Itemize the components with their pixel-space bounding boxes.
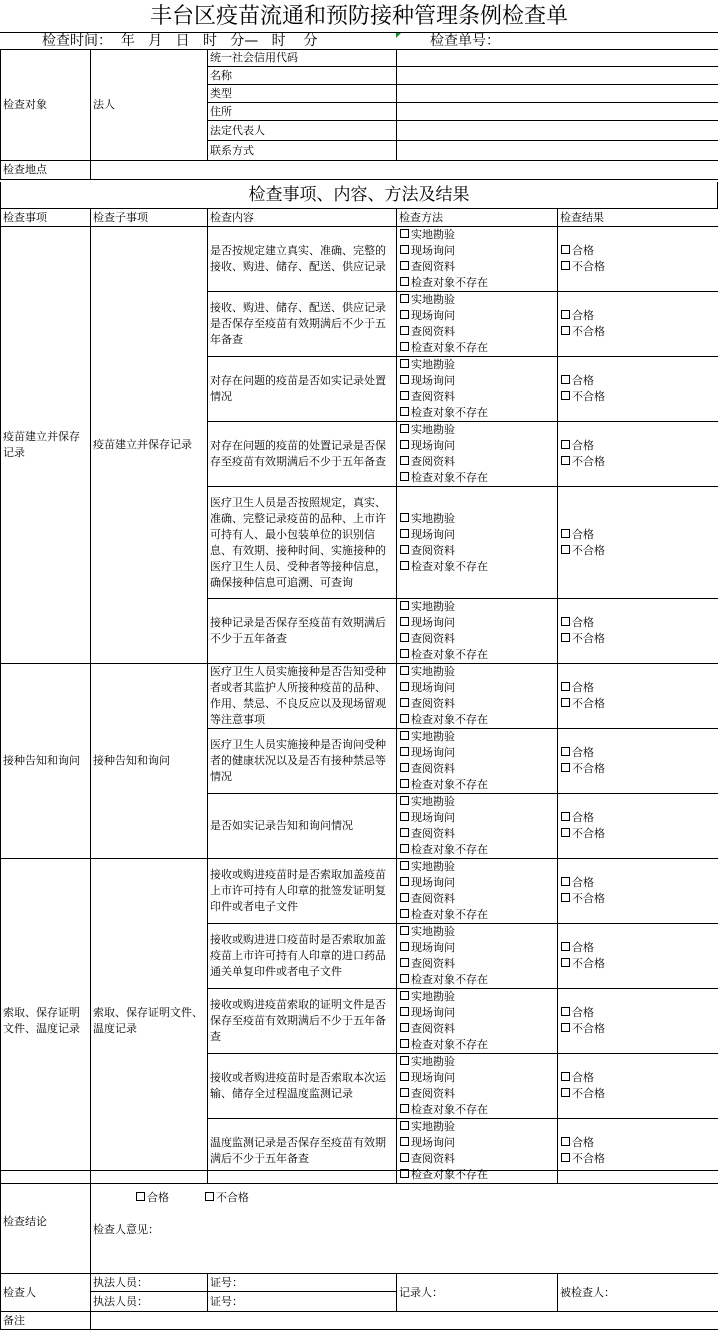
result-fail-option[interactable]: 不合格 — [560, 1151, 716, 1167]
checkbox-icon — [400, 893, 409, 902]
checkbox-icon — [561, 310, 570, 319]
check-content: 温度监测记录是否保存至疫苗有效期满后不少于五年备查 — [208, 1119, 397, 1184]
method-option[interactable]: 实地勘验 — [399, 357, 555, 373]
checkbox-icon — [400, 1121, 409, 1130]
method-option[interactable]: 实地勘验 — [399, 1054, 555, 1070]
check-content: 接种记录是否保存至疫苗有效期满后不少于五年备查 — [208, 599, 397, 664]
checkbox-icon — [400, 682, 409, 691]
method-option[interactable]: 现场询问 — [399, 1005, 555, 1021]
check-content: 医疗卫生人员是否按照规定，真实、准确、完整记录疫苗的品种、上市许可持有人、最小包装单位的识别信息、有效期、接种时间、实施接种的医疗卫生人员、受种者等接种信息，确保接种信息可追溯、可查询 — [208, 487, 397, 599]
check-subitem: 接种告知和询问 — [91, 664, 208, 859]
checkbox-icon — [561, 440, 570, 449]
field-legal-rep: 法定代表人 — [208, 121, 397, 141]
checkbox-icon — [400, 1137, 409, 1146]
result-pass-option[interactable]: 合格 — [560, 243, 716, 259]
check-content: 是否如实记录告知和询问情况 — [208, 794, 397, 859]
location-label: 检查地点 — [1, 161, 91, 180]
method-option[interactable]: 现场询问 — [399, 373, 555, 389]
checkbox-icon — [400, 633, 409, 642]
checkbox-icon — [400, 456, 409, 465]
header-item: 检查事项 — [1, 209, 91, 227]
checkbox-icon — [400, 326, 409, 335]
checkbox-icon — [400, 828, 409, 837]
checklist-row — [1, 227, 718, 292]
method-option[interactable]: 实地勘验 — [399, 664, 555, 680]
checkbox-icon — [400, 877, 409, 886]
checkbox-icon — [400, 698, 409, 707]
check-results — [558, 422, 718, 487]
result-pass-option[interactable]: 合格 — [560, 615, 716, 631]
result-pass-option[interactable]: 合格 — [560, 438, 716, 454]
header-method: 检查方法 — [397, 209, 558, 227]
method-option[interactable]: 查阅资料 — [399, 454, 555, 470]
field-legal-rep-value[interactable] — [397, 121, 718, 141]
result-fail-option[interactable]: 不合格 — [560, 696, 716, 712]
checkbox-icon — [400, 424, 409, 433]
header-content: 检查内容 — [208, 209, 397, 227]
checkbox-icon — [400, 245, 409, 254]
checkbox-icon — [400, 991, 409, 1000]
check-methods — [397, 599, 558, 664]
method-option[interactable]: 查阅资料 — [399, 956, 555, 972]
method-option[interactable]: 实地勘验 — [399, 292, 555, 308]
field-name: 名称 — [208, 67, 397, 85]
checkbox-icon — [400, 342, 409, 351]
check-results — [558, 794, 718, 859]
result-pass-option[interactable]: 合格 — [560, 373, 716, 389]
check-results — [558, 599, 718, 664]
checkbox-icon — [400, 942, 409, 951]
inspection-time: 检查时间： 年 月 日 时 分— 时 分 — [42, 33, 318, 49]
result-pass-option[interactable]: 合格 — [560, 308, 716, 324]
result-fail-option[interactable]: 不合格 — [560, 761, 716, 777]
field-address-value[interactable] — [397, 103, 718, 121]
checkbox-icon — [561, 375, 570, 384]
method-option[interactable]: 现场询问 — [399, 438, 555, 454]
result-pass-option[interactable]: 合格 — [560, 1005, 716, 1021]
officer-1-label[interactable]: 执法人员： — [91, 1274, 208, 1292]
result-pass-option[interactable]: 合格 — [560, 875, 716, 891]
conclusion-fail-option[interactable]: 不合格 — [204, 1191, 249, 1204]
method-option[interactable]: 检查对象不存在 — [399, 340, 555, 356]
page-title: 丰台区疫苗流通和预防接种管理条例检查单 — [149, 4, 568, 29]
result-fail-option[interactable]: 不合格 — [560, 543, 716, 559]
check-methods — [397, 227, 558, 292]
field-contact: 联系方式 — [208, 141, 397, 161]
check-content: 对存在问题的疫苗是否如实记录处置情况 — [208, 357, 397, 422]
subject-table — [0, 49, 718, 180]
checkbox-icon — [400, 747, 409, 756]
section-title: 检查事项、内容、方法及结果 — [0, 182, 718, 208]
cert-2-label[interactable]: 证号： — [208, 1292, 397, 1312]
result-fail-option[interactable]: 不合格 — [560, 259, 716, 275]
check-results — [558, 859, 718, 924]
checklist-table — [0, 208, 718, 1184]
check-methods — [397, 729, 558, 794]
checkbox-icon — [400, 375, 409, 384]
checkbox-icon — [400, 277, 409, 286]
checkbox-icon — [561, 1072, 570, 1081]
checkbox-icon — [400, 391, 409, 400]
method-option[interactable]: 检查对象不存在 — [399, 842, 555, 858]
check-content: 接收或者购进疫苗时是否索取本次运输、储存全过程温度监测记录 — [208, 1054, 397, 1119]
field-type-value[interactable] — [397, 85, 718, 103]
result-fail-option[interactable]: 不合格 — [560, 1086, 716, 1102]
check-results — [558, 357, 718, 422]
form-number-label: 检查单号： — [430, 33, 500, 49]
method-option[interactable]: 检查对象不存在 — [399, 907, 555, 923]
check-methods — [397, 422, 558, 487]
checkbox-icon — [561, 633, 570, 642]
header-subitem: 检查子事项 — [91, 209, 208, 227]
method-option[interactable]: 检查对象不存在 — [399, 712, 555, 728]
checkbox-icon — [561, 828, 570, 837]
checkbox-icon — [561, 326, 570, 335]
method-option[interactable]: 现场询问 — [399, 243, 555, 259]
result-pass-option[interactable]: 合格 — [560, 1070, 716, 1086]
method-option[interactable]: 查阅资料 — [399, 891, 555, 907]
check-methods — [397, 292, 558, 357]
checkbox-icon — [400, 601, 409, 610]
method-option[interactable]: 检查对象不存在 — [399, 405, 555, 421]
method-option[interactable]: 查阅资料 — [399, 324, 555, 340]
method-option[interactable]: 现场询问 — [399, 810, 555, 826]
checkbox-icon — [400, 1023, 409, 1032]
inspected-party-label[interactable]: 被检查人： — [558, 1274, 718, 1312]
field-address: 住所 — [208, 103, 397, 121]
result-fail-option[interactable]: 不合格 — [560, 826, 716, 842]
field-type: 类型 — [208, 85, 397, 103]
check-content: 接收或购进疫苗索取的证明文件是否保存至疫苗有效期满后不少于五年备查 — [208, 989, 397, 1054]
checkbox-icon — [400, 440, 409, 449]
field-credit-code-value[interactable] — [397, 50, 718, 67]
checkbox-icon — [400, 714, 409, 723]
check-methods — [397, 924, 558, 989]
checkbox-icon — [400, 1007, 409, 1016]
check-results — [558, 487, 718, 599]
result-pass-option[interactable]: 合格 — [560, 1135, 716, 1151]
checkbox-icon — [561, 1023, 570, 1032]
check-item: 疫苗建立并保存记录 — [1, 227, 91, 664]
field-credit-code: 统一社会信用代码 — [208, 50, 397, 67]
checkbox-icon — [400, 731, 409, 740]
officer-2-label[interactable]: 执法人员： — [91, 1292, 208, 1312]
checkbox-icon — [561, 1007, 570, 1016]
method-option[interactable]: 现场询问 — [399, 527, 555, 543]
check-results — [558, 1054, 718, 1119]
checkbox-icon — [400, 513, 409, 522]
check-item: 接种告知和询问 — [1, 664, 91, 859]
checkbox-icon — [561, 812, 570, 821]
method-option[interactable]: 实地勘验 — [399, 227, 555, 243]
check-subitem: 索取、保存证明文件、温度记录 — [91, 859, 208, 1184]
checkbox-icon — [400, 1056, 409, 1065]
method-option[interactable]: 查阅资料 — [399, 761, 555, 777]
checkbox-icon — [561, 893, 570, 902]
checkbox-icon — [400, 666, 409, 675]
checkbox-icon — [561, 942, 570, 951]
remarks-value[interactable] — [91, 1312, 718, 1330]
result-fail-option[interactable]: 不合格 — [560, 389, 716, 405]
check-content: 是否按规定建立真实、准确、完整的接收、购进、储存、配送、供应记录 — [208, 227, 397, 292]
checkbox-icon — [400, 763, 409, 772]
checkbox-icon — [205, 1192, 214, 1201]
result-pass-option[interactable]: 合格 — [560, 527, 716, 543]
check-methods — [397, 357, 558, 422]
check-results — [558, 292, 718, 357]
header-result: 检查结果 — [558, 209, 718, 227]
method-option[interactable]: 查阅资料 — [399, 543, 555, 559]
checkbox-icon — [400, 617, 409, 626]
method-option[interactable]: 现场询问 — [399, 745, 555, 761]
checkbox-icon — [400, 779, 409, 788]
check-content: 对存在问题的疫苗的处置记录是否保存至疫苗有效期满后不少于五年备查 — [208, 422, 397, 487]
method-option[interactable]: 现场询问 — [399, 1070, 555, 1086]
method-option[interactable]: 实地勘验 — [399, 924, 555, 940]
checkbox-icon — [400, 844, 409, 853]
check-results — [558, 924, 718, 989]
method-option[interactable]: 现场询问 — [399, 615, 555, 631]
checkbox-icon — [400, 472, 409, 481]
result-pass-option[interactable]: 合格 — [560, 810, 716, 826]
location-value[interactable] — [91, 161, 718, 180]
checkbox-icon — [400, 261, 409, 270]
checkbox-icon — [561, 617, 570, 626]
method-option[interactable]: 查阅资料 — [399, 1151, 555, 1167]
method-option[interactable]: 查阅资料 — [399, 631, 555, 647]
check-content: 接收或购进疫苗时是否索取加盖疫苗上市许可持有人印章的批签发证明复印件或者电子文件 — [208, 859, 397, 924]
checkbox-icon — [561, 747, 570, 756]
checkbox-icon — [400, 974, 409, 983]
checkbox-icon — [400, 407, 409, 416]
method-option[interactable]: 查阅资料 — [399, 1086, 555, 1102]
check-content: 接收、购进、储存、配送、供应记录是否保存至疫苗有效期满后不少于五年备查 — [208, 292, 397, 357]
method-option[interactable]: 检查对象不存在 — [399, 1037, 555, 1053]
method-option[interactable]: 现场询问 — [399, 1135, 555, 1151]
checkbox-icon — [400, 1153, 409, 1162]
remarks-label: 备注 — [1, 1312, 91, 1330]
check-methods — [397, 487, 558, 599]
method-option[interactable]: 检查对象不存在 — [399, 559, 555, 575]
method-option[interactable]: 检查对象不存在 — [399, 1102, 555, 1118]
check-results — [558, 227, 718, 292]
checkbox-icon — [400, 1039, 409, 1048]
method-option[interactable]: 检查对象不存在 — [399, 1167, 555, 1183]
checkbox-icon — [400, 229, 409, 238]
checkbox-icon — [561, 245, 570, 254]
checkbox-icon — [400, 796, 409, 805]
checklist-row — [1, 664, 718, 729]
checkbox-icon — [400, 310, 409, 319]
subject-type: 法人 — [91, 50, 208, 161]
result-fail-option[interactable]: 不合格 — [560, 1021, 716, 1037]
method-option[interactable]: 实地勘验 — [399, 729, 555, 745]
method-option[interactable]: 检查对象不存在 — [399, 777, 555, 793]
checkbox-icon — [561, 456, 570, 465]
checkbox-icon — [561, 545, 570, 554]
checkbox-icon — [561, 1153, 570, 1162]
conclusion-table — [0, 1170, 718, 1330]
method-option[interactable]: 实地勘验 — [399, 859, 555, 875]
check-item: 索取、保存证明文件、温度记录 — [1, 859, 91, 1184]
checkbox-icon — [400, 561, 409, 570]
method-option[interactable]: 现场询问 — [399, 680, 555, 696]
method-option[interactable]: 检查对象不存在 — [399, 470, 555, 486]
cert-1-label[interactable]: 证号： — [208, 1274, 397, 1292]
result-pass-option[interactable]: 合格 — [560, 680, 716, 696]
checkbox-icon — [400, 1072, 409, 1081]
checklist-row — [1, 859, 718, 924]
method-option[interactable]: 实地勘验 — [399, 1119, 555, 1135]
checkbox-icon — [400, 861, 409, 870]
result-pass-option[interactable]: 合格 — [560, 940, 716, 956]
method-option[interactable]: 检查对象不存在 — [399, 647, 555, 663]
method-option[interactable]: 查阅资料 — [399, 389, 555, 405]
field-name-value[interactable] — [397, 67, 718, 85]
method-option[interactable]: 查阅资料 — [399, 696, 555, 712]
method-option[interactable]: 实地勘验 — [399, 599, 555, 615]
check-content: 医疗卫生人员实施接种是否告知受种者或者其监护人所接种疫苗的品种、作用、禁忌、不良反应以及现场留观等注意事项 — [208, 664, 397, 729]
checkbox-icon — [400, 1088, 409, 1097]
checkbox-icon — [561, 1137, 570, 1146]
checkbox-icon — [400, 1104, 409, 1113]
checkbox-icon — [400, 294, 409, 303]
inspector-opinion-label: 检查人意见： — [93, 1223, 159, 1236]
cell-comment-marker-icon — [396, 33, 401, 38]
checkbox-icon — [561, 1088, 570, 1097]
method-option[interactable]: 查阅资料 — [399, 259, 555, 275]
method-option[interactable]: 查阅资料 — [399, 826, 555, 842]
checkbox-icon — [400, 958, 409, 967]
result-pass-option[interactable]: 合格 — [560, 745, 716, 761]
method-option[interactable]: 现场询问 — [399, 308, 555, 324]
check-results — [558, 664, 718, 729]
checkbox-icon — [400, 529, 409, 538]
method-option[interactable]: 查阅资料 — [399, 1021, 555, 1037]
recorder-label[interactable]: 记录人： — [397, 1274, 558, 1312]
checkbox-icon — [400, 545, 409, 554]
checkbox-icon — [136, 1192, 145, 1201]
conclusion-cell — [91, 1171, 718, 1274]
field-contact-value[interactable] — [397, 141, 718, 161]
result-fail-option[interactable]: 不合格 — [560, 956, 716, 972]
inspector-label: 检查人 — [1, 1274, 91, 1312]
conclusion-pass-option[interactable]: 合格 — [135, 1191, 169, 1204]
method-option[interactable]: 现场询问 — [399, 875, 555, 891]
checkbox-icon — [561, 391, 570, 400]
checkbox-icon — [561, 698, 570, 707]
checkbox-icon — [561, 763, 570, 772]
check-methods — [397, 859, 558, 924]
method-option[interactable]: 实地勘验 — [399, 422, 555, 438]
check-subitem: 疫苗建立并保存记录 — [91, 227, 208, 664]
checkbox-icon — [400, 909, 409, 918]
check-content: 接收或购进进口疫苗时是否索取加盖疫苗上市许可持有人印章的进口药品通关单复印件或者电子文件 — [208, 924, 397, 989]
checkbox-icon — [561, 958, 570, 967]
method-option[interactable]: 检查对象不存在 — [399, 275, 555, 291]
check-results — [558, 989, 718, 1054]
check-results — [558, 729, 718, 794]
time-line — [0, 32, 718, 50]
checkbox-icon — [561, 529, 570, 538]
result-fail-option[interactable]: 不合格 — [560, 454, 716, 470]
check-methods — [397, 989, 558, 1054]
checkbox-icon — [400, 926, 409, 935]
check-methods — [397, 664, 558, 729]
check-content: 医疗卫生人员实施接种是否询问受种者的健康状况以及是否有接种禁忌等情况 — [208, 729, 397, 794]
checkbox-icon — [400, 649, 409, 658]
checkbox-icon — [561, 877, 570, 886]
method-option[interactable]: 实地勘验 — [399, 794, 555, 810]
checkbox-icon — [561, 261, 570, 270]
method-option[interactable]: 检查对象不存在 — [399, 972, 555, 988]
result-fail-option[interactable]: 不合格 — [560, 631, 716, 647]
method-option[interactable]: 现场询问 — [399, 940, 555, 956]
checkbox-icon — [400, 359, 409, 368]
check-methods — [397, 794, 558, 859]
checkbox-icon — [561, 682, 570, 691]
check-methods — [397, 1054, 558, 1119]
method-option[interactable]: 实地勘验 — [399, 511, 555, 527]
checkbox-icon — [400, 812, 409, 821]
conclusion-label: 检查结论 — [1, 1171, 91, 1274]
result-fail-option[interactable]: 不合格 — [560, 324, 716, 340]
method-option[interactable]: 实地勘验 — [399, 989, 555, 1005]
subject-label: 检查对象 — [1, 50, 91, 161]
result-fail-option[interactable]: 不合格 — [560, 891, 716, 907]
